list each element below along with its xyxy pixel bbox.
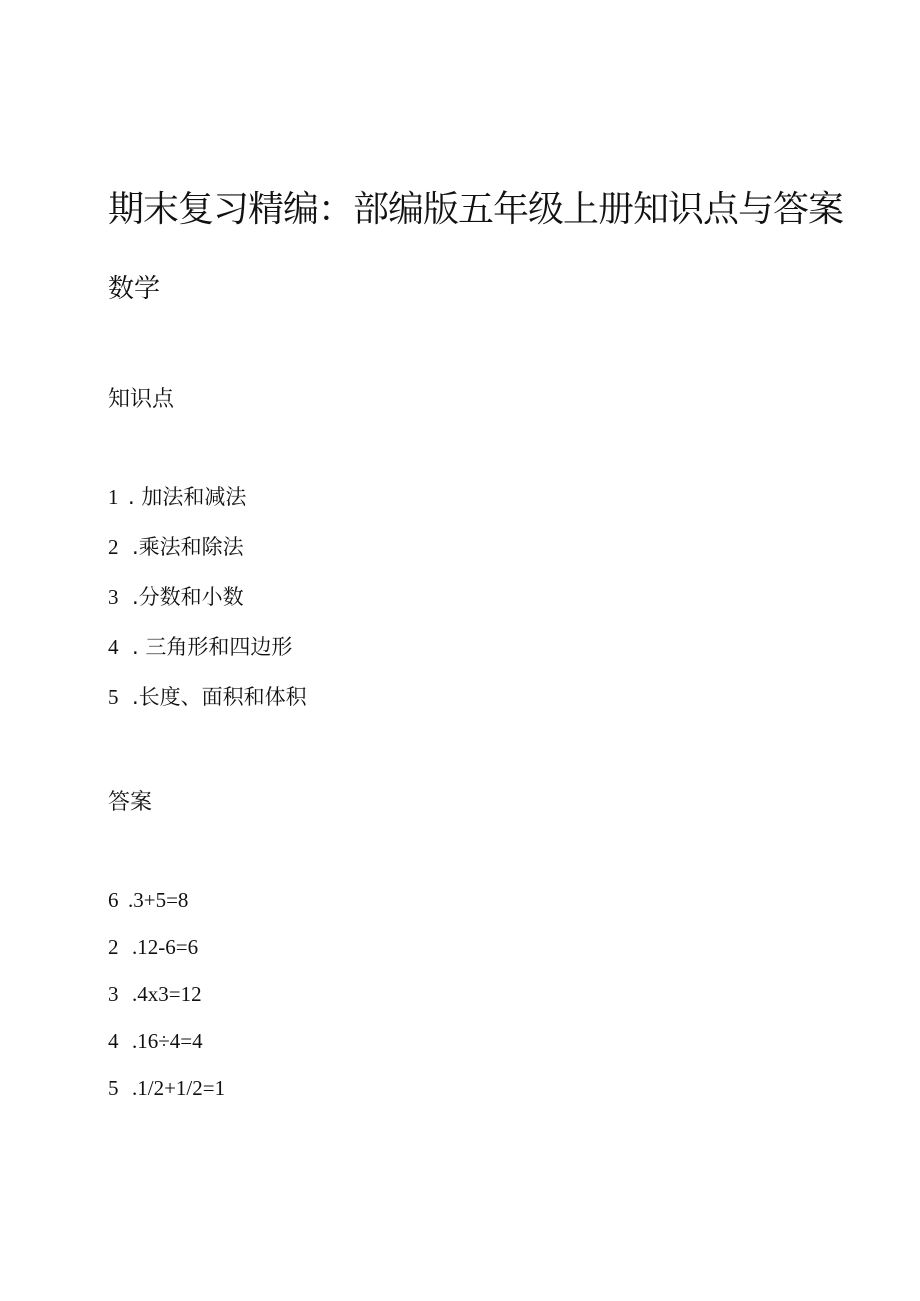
item-number: 5 — [108, 685, 119, 709]
item-text: .16÷4=4 — [132, 1029, 203, 1053]
item-number: 4 — [108, 1029, 119, 1053]
document-title: 期末复习精编：部编版五年级上册知识点与答案 — [108, 189, 844, 231]
knowledge-heading: 知识点 — [108, 387, 175, 412]
item-text: .1/2+1/2=1 — [132, 1076, 226, 1100]
item-number: 3 — [108, 982, 119, 1006]
item-number: 2 — [108, 935, 119, 959]
item-text: . 三角形和四边形 — [132, 635, 293, 659]
item-text: .乘法和除法 — [132, 535, 244, 559]
item-text: . 加法和减法 — [128, 485, 247, 509]
item-text: .4x3=12 — [132, 982, 202, 1006]
answers-heading: 答案 — [108, 790, 153, 815]
item-number: 1 — [108, 485, 119, 509]
item-text: .长度、面积和体积 — [132, 685, 307, 709]
item-number: 2 — [108, 535, 119, 559]
item-text: .分数和小数 — [132, 585, 244, 609]
item-number: 4 — [108, 635, 119, 659]
item-text: .3+5=8 — [128, 888, 189, 912]
item-number: 5 — [108, 1076, 119, 1100]
item-number: 6 — [108, 888, 119, 912]
subject-heading: 数学 — [108, 274, 161, 304]
item-text: .12-6=6 — [132, 935, 199, 959]
item-number: 3 — [108, 585, 119, 609]
